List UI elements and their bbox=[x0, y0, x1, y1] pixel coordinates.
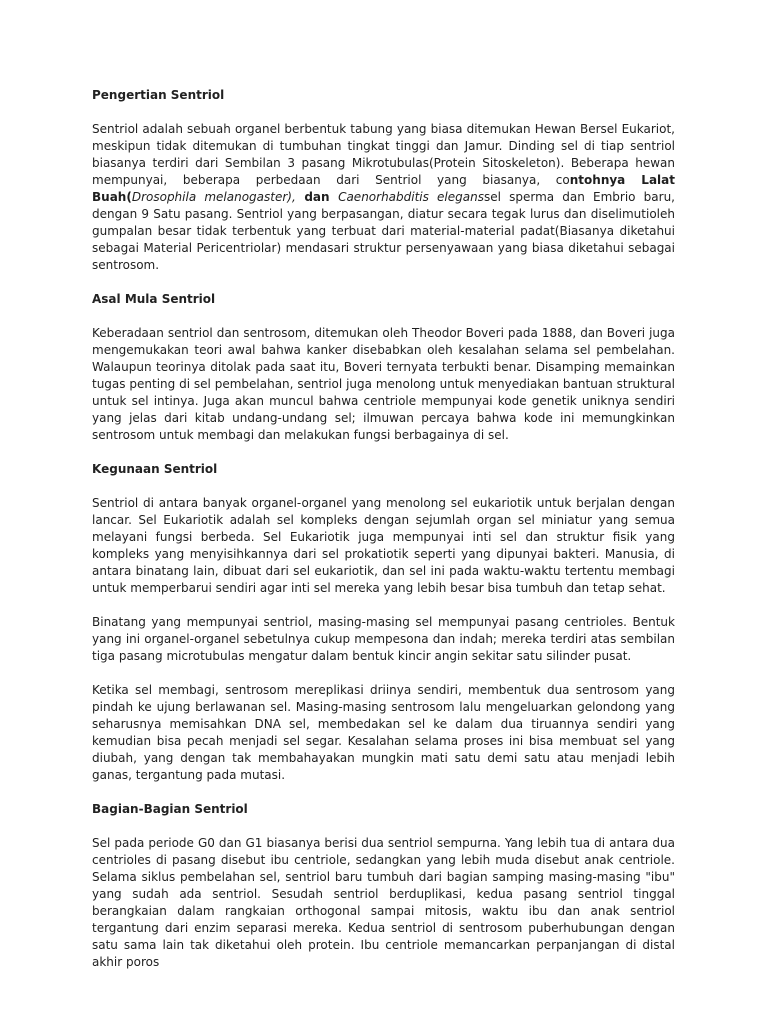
heading-asal-mula-sentriol: Asal Mula Sentriol bbox=[92, 292, 216, 306]
section-pengertian bbox=[92, 87, 675, 274]
heading-pengertian-sentriol: Pengertian Sentriol bbox=[92, 88, 225, 102]
section-bagian-bagian bbox=[92, 801, 675, 971]
paragraph-pengertian bbox=[92, 121, 675, 274]
heading-kegunaan-sentriol: Kegunaan Sentriol bbox=[92, 462, 218, 476]
paragraph-bagian-bagian: Sel pada periode G0 dan G1 biasanya berisi dua sentriol sempurna. Yang lebih tua di antara dua centrioles di pasang disebut ibu centriole, sedangkan yang lebih muda disebut anak centriole. Selama siklus pembelahan sel, sentriol baru tumbuh dari bagian samping masing-masing "ibu" yang sudah ada sentriol. Sesudah sentriol berduplikasi, kedua pasang sentriol tinggal berangkaian dalam rangkaian orthogonal sampai mitosis, waktu ibu dan anak sentriol tergantung dari enzim separasi mereka. Kedua sentriol di sentrosom puberhubungan dengan satu sama lain tak diketahui oleh protein. Ibu centriole memancarkan perpanjangan di distal akhir poros bbox=[92, 836, 675, 969]
document-page bbox=[92, 87, 675, 988]
paragraph-asal-mula: Keberadaan sentriol dan sentrosom, ditemukan oleh Theodor Boveri pada 1888, dan Boveri juga mengemukakan teori awal bahwa kanker disebabkan oleh kesalahan selama sel pembelahan. Walaupun teorinya ditolak pada saat itu, Boveri ternyata terbukti benar. Disamping memainkan tugas penting di sel pembelahan, sentriol juga menolong untuk menyediakan bantuan struktural untuk sel intinya. Juga akan muncul bahwa centriole mempunyai kode genetik uniknya sendiri yang jelas dari kitab undang-undang sel; ilmuwan percaya bahwa kode ini memungkinkan sentrosom untuk membagi dan melakukan fungsi berbagainya di sel. bbox=[92, 326, 675, 442]
section-asal-mula bbox=[92, 291, 675, 444]
text-run: Sentriol adalah sebuah organel berbentuk tabung yang biasa ditemukan Hewan Bersel Eukariot, meskipun tidak ditemukan di tumbuhan tingkat tinggi dan Jamur. Dinding sel di tiap sentriol biasanya terdiri dari Sembilan 3 pasang Mikrotubulas(Protein Sitoskeleton). Beberapa hewan mempunyai, beberapa perbedaan dari Sentriol yang biasanya, co bbox=[92, 122, 675, 187]
paragraph-kegunaan-2: Binatang yang mempunyai sentriol, masing-masing sel mempunyai pasang centrioles. Bentuk yang ini organel-organel sebetulnya cukup mempesona dan indah; mereka terdiri atas sembilan tiga pasang microtubulas mengatur dalam bentuk kincir angin sekitar satu silinder pusat. bbox=[92, 615, 675, 663]
text-run: sel sperma dan Embrio baru, dengan 9 Satu pasang. Sentriol yang berpasangan, diatur secara tegak lurus dan diselimutioleh gumpalan besar tidak terbentuk yang terbuat dari material-material padat(Biasanya diketahui sebagai Material Pericentriolar) mendasari struktur persenyawaan yang biasa diketahui sebagai sentrosom. bbox=[92, 190, 675, 272]
heading-bagian-bagian-sentriol: Bagian-Bagian Sentriol bbox=[92, 802, 248, 816]
italic-run-drosophila: Drosophila melanogaster), bbox=[131, 190, 296, 204]
paragraph-kegunaan-1: Sentriol di antara banyak organel-organel yang menolong sel eukariotik untuk berjalan dengan lancar. Sel Eukariotik adalah sel kompleks dengan sejumlah organ sel miniatur yang semua melayani fungsi berbeda. Sel Eukariotik juga mempunyai inti sel dan struktur fisik yang kompleks yang menyisihkannya dari sel prokatiotik seperti yang dipunyai bakteri. Manusia, di antara binatang lain, dibuat dari sel eukariotik, dan sel ini pada waktu-waktu tertentu membagi untuk memperbarui sendiri agar inti sel mereka yang lebih besar bisa tumbuh dan tetap sehat. bbox=[92, 496, 675, 595]
bold-run: ntohnya Lalat Buah( bbox=[92, 173, 675, 204]
italic-run-caenorhabditis: Caenorhabditis elegans bbox=[338, 190, 484, 204]
section-kegunaan bbox=[92, 461, 675, 784]
bold-run-dan: dan bbox=[295, 190, 339, 204]
paragraph-kegunaan-3: Ketika sel membagi, sentrosom mereplikasi driinya sendiri, membentuk dua sentrosom yang pindah ke ujung berlawanan sel. Masing-masing sentrosom lalu mengeluarkan gelondong yang seharusnya memisahkan DNA sel, membedakan sel ke dalam dua tiruannya sendiri yang kemudian bisa pecah menjadi sel segar. Kesalahan selama proses ini bisa membuat sel yang diubah, yang dengan tak membahayakan mungkin mati satu demi satu atau menjadi lebih ganas, tergantung pada mutasi. bbox=[92, 683, 675, 782]
